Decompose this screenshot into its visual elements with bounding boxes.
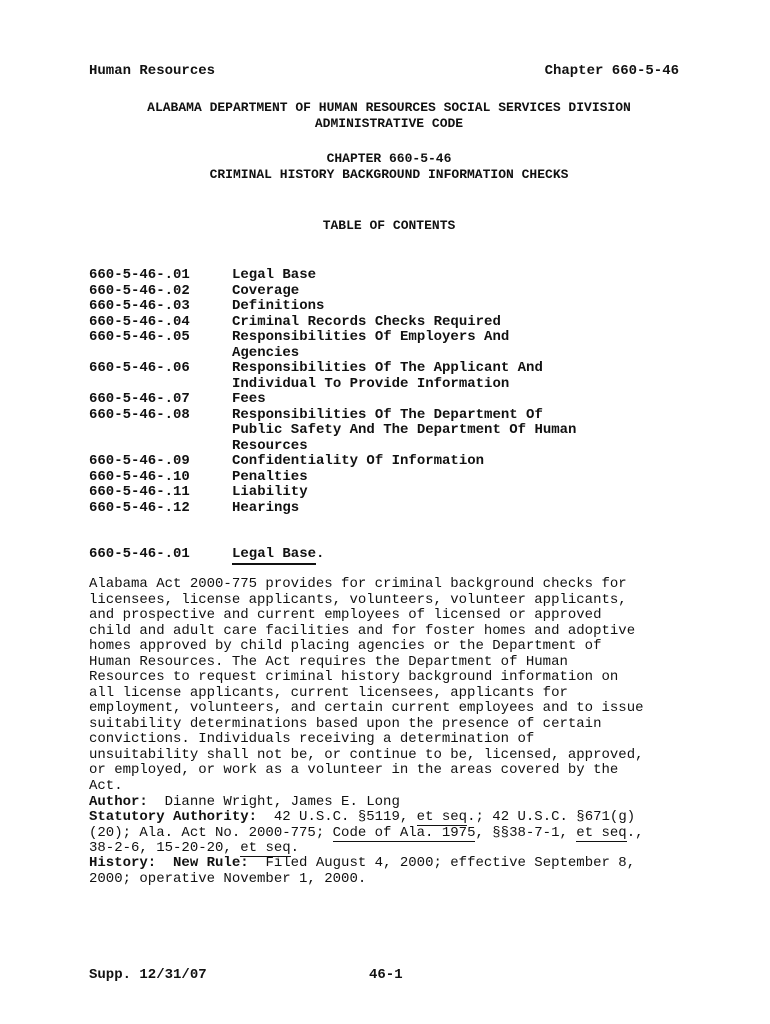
toc-entry-title: Confidentiality Of Information — [232, 453, 485, 469]
statutory-text: . — [290, 840, 300, 856]
history-line2: 2000; operative November 1, 2000. — [89, 870, 367, 887]
statutory-text: .; 42 U.S.C. §671(g) — [467, 809, 636, 825]
chapter-title — [89, 151, 689, 183]
toc-entry-title: Responsibilities Of The Applicant And Individual To Provide Information — [232, 360, 543, 392]
chapter-name: CRIMINAL HISTORY BACKGROUND INFORMATION CHECKS — [209, 167, 569, 182]
section-number: 660-5-46-.01 — [89, 546, 190, 562]
toc-entry-number: 660-5-46-.01 — [89, 267, 190, 283]
history-line1 — [89, 856, 699, 872]
statutory-text: 38-2-6, 15-20-20, — [89, 840, 241, 856]
statutory-text: , §§38-7-1, — [475, 824, 577, 841]
toc-entry-number: 660-5-46-.02 — [89, 282, 190, 299]
statutory-label: Statutory Authority: — [89, 809, 258, 825]
page-number: 46-1 — [369, 967, 403, 983]
toc-entry[interactable] — [89, 454, 689, 470]
toc-entry-title: Liability — [232, 484, 308, 500]
toc-entry[interactable] — [89, 330, 689, 361]
header-left: Human Resources — [89, 63, 216, 79]
toc-entry-number: 660-5-46-.05 — [89, 329, 190, 345]
et-seq-ref: et seq — [240, 840, 291, 856]
author-value: Dianne Wright, James E. Long — [147, 794, 400, 810]
section-body: Alabama Act 2000-775 provides for criminal background checks for licensees, license applicants, volunteers, volunteer applicants, and prospective and current employees of licensed or approved child and adult care facilities and for foster homes and adoptive homes approved by child placing agencies or the Department of Human Resources. The Act requires the Department of Human Resources to request criminal history background information on all license applicants, current licensees, applicants for employment, volunteers, and certain current employees and to issue suitability determinations based upon the presence of certain convictions. Individuals receiving a determination of unsuitability shall not be, or continue to be, licensed, approved, or employed, or work as a volunteer in the areas covered by the Act. — [89, 576, 644, 794]
toc-entry[interactable] — [89, 485, 689, 501]
toc-entry-number: 660-5-46-.12 — [89, 499, 190, 516]
toc-entry-number: 660-5-46-.06 — [89, 360, 190, 376]
statutory-authority — [89, 810, 699, 857]
header-right: Chapter 660-5-46 — [544, 63, 679, 79]
chapter-number: CHAPTER 660-5-46 — [326, 151, 452, 166]
toc-entry-title: Coverage — [232, 282, 300, 299]
toc-entry-title: Responsibilities Of The Department Of Public Safety And The Department Of Human Resources — [232, 406, 577, 454]
statutory-text: (20); Ala. Act No. 2000-775; — [89, 824, 333, 841]
statutory-line1 — [89, 810, 699, 826]
toc-entry-title: Definitions — [232, 298, 325, 314]
et-seq-ref: et seq — [576, 824, 627, 841]
toc-entry[interactable] — [89, 392, 689, 408]
code-ref: Code of Ala. 1975 — [332, 824, 476, 841]
toc-entry-title: Fees — [232, 391, 266, 407]
toc-entry-number: 660-5-46-.10 — [89, 468, 190, 485]
toc-entry-number: 660-5-46-.09 — [89, 453, 190, 469]
toc-entry[interactable] — [89, 470, 689, 486]
toc-entry-title: Criminal Records Checks Required — [232, 313, 501, 330]
toc-entry[interactable] — [89, 284, 689, 300]
statutory-line2 — [89, 826, 699, 842]
department-title-line1: ALABAMA DEPARTMENT OF HUMAN RESOURCES SOCIAL SERVICES DIVISION — [147, 100, 631, 115]
toc-entry[interactable] — [89, 361, 689, 392]
toc-entry[interactable] — [89, 315, 689, 331]
toc-entry-number: 660-5-46-.07 — [89, 391, 190, 407]
toc-entry-number: 660-5-46-.11 — [89, 484, 190, 500]
toc-entry-number: 660-5-46-.03 — [89, 298, 190, 314]
et-seq-ref: et seq — [416, 809, 468, 825]
toc-heading: TABLE OF CONTENTS — [322, 218, 456, 233]
toc-entry[interactable] — [89, 408, 689, 455]
toc-entry-title: Legal Base — [232, 267, 317, 283]
history-value: Filed August 4, 2000; effective September 8, — [248, 855, 636, 871]
department-title — [89, 100, 689, 132]
statutory-text: ., — [626, 824, 644, 841]
toc-entry-title: Hearings — [232, 499, 300, 516]
section-title-period: . — [316, 546, 325, 562]
running-header — [89, 63, 679, 81]
toc-entry-title: Penalties — [232, 468, 308, 485]
history-note — [89, 856, 699, 887]
toc-entry[interactable] — [89, 268, 689, 284]
toc-entry-number: 660-5-46-.04 — [89, 313, 190, 330]
author-label: Author: — [89, 794, 148, 810]
section-title: Legal Base — [232, 546, 316, 565]
statutory-text: 42 U.S.C. §5119, — [257, 809, 417, 825]
toc-entry-number: 660-5-46-.08 — [89, 406, 190, 423]
toc-entry[interactable] — [89, 299, 689, 315]
table-of-contents — [89, 268, 689, 516]
section-heading — [89, 546, 689, 565]
history-label: History: New Rule: — [89, 855, 249, 871]
supplement-date: Supp. 12/31/07 — [89, 967, 207, 983]
toc-entry-title: Responsibilities Of Employers And Agencies — [232, 329, 510, 361]
department-title-line2: ADMINISTRATIVE CODE — [314, 116, 464, 131]
toc-entry[interactable] — [89, 501, 689, 517]
